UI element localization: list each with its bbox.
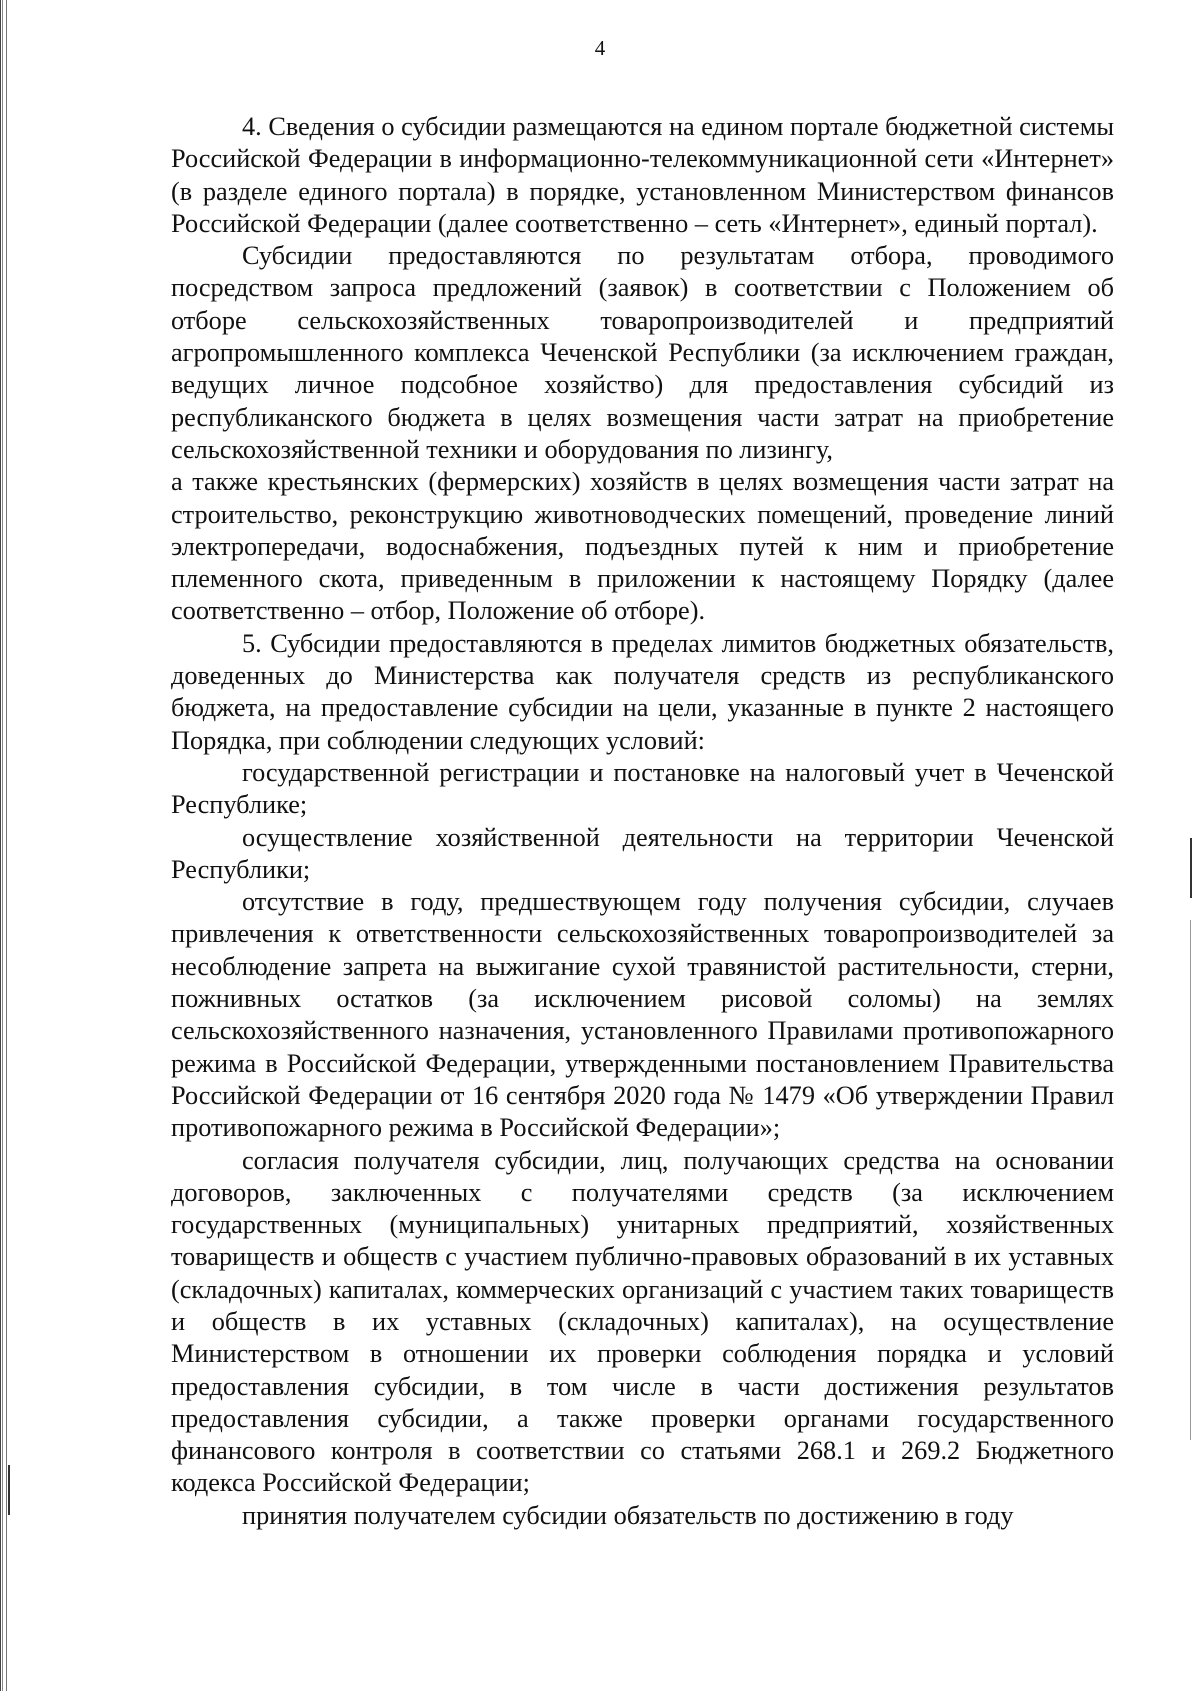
paragraph: 4. Сведения о субсидии размещаются на едином портале бюджетной системы Российской Федерации в информационно-телекоммуникационной сети «Интернет» (в разделе единого портала) в порядке, установленном Министерством финансов Российской Федерации (далее соответственно – сеть «Интернет», единый портал). bbox=[171, 112, 1114, 238]
page-number: 4 bbox=[594, 36, 606, 60]
paragraph: принятия получателем субсидии обязательств по достижению в году bbox=[242, 1500, 1014, 1530]
document-body bbox=[171, 111, 1114, 1532]
scan-edge-line bbox=[6, 0, 7, 1691]
paragraph: 5. Субсидии предоставляются в пределах лимитов бюджетных обязательств, доведенных до Министерства как получателя средств из республиканского бюджета, на предоставление субсидии на цели, указанные в пункте 2 настоящего Порядка, при соблюдении следующих условий: bbox=[171, 628, 1114, 755]
scan-artifact-mark bbox=[8, 1465, 10, 1515]
scan-edge-line bbox=[0, 0, 3, 1691]
scan-artifact-mark bbox=[1190, 920, 1191, 1440]
paragraph: осуществление хозяйственной деятельности на территории Чеченской Республики; bbox=[171, 822, 1114, 884]
scan-artifact-mark bbox=[1190, 838, 1192, 898]
paragraph: отсутствие в году, предшествующем году получения субсидии, случаев привлечения к ответственности сельскохозяйственных товаропроизводителей за несоблюдение запрета на выжигание сухой травянистой растительности, стерни, пожнивных остатков (за исключением рисовой соломы) на землях сельскохозяйственного назначения, установленного Правилами противопожарного режима в Российской Федерации, утвержденными постановлением Правительства Российской Федерации от 16 сентября 2020 года № 1479 «Об утверждении Правил противопожарного режима в Российской Федерации»; bbox=[171, 887, 1114, 1143]
paragraph: Субсидии предоставляются по результатам отбора, проводимого посредством запроса предложений (заявок) в соответствии с Положением об отборе сельскохозяйственных товаропроизводителей и предприятий агропромышленного комплекса Чеченской Республики (за исключением граждан, ведущих личное подсобное хозяйство) для предоставления субсидий из республиканского бюджета в целях возмещения части затрат на приобретение сельскохозяйственной техники и оборудования по лизингу, bbox=[171, 241, 1114, 464]
paragraph: согласия получателя субсидии, лиц, получающих средства на основании договоров, заключенных с получателями средств (за исключением государственных (муниципальных) унитарных предприятий, хозяйственных товариществ и обществ с участием публично-правовых образований в их уставных (складочных) капиталах, коммерческих организаций с участием таких товариществ и обществ в их уставных (складочных) капиталах), на осуществление Министерством в отношении их проверки соблюдения порядка и условий предоставления субсидии, в том числе в части достижения результатов предоставления субсидии, а также проверки органами государственного финансового контроля в соответствии со статьями 268.1 и 269.2 Бюджетного кодекса Российской Федерации; bbox=[171, 1145, 1114, 1498]
paragraph: а также крестьянских (фермерских) хозяйств в целях возмещения части затрат на строительство, реконструкцию животноводческих помещений, проведение линий электропередачи, водоснабжения, подъездных путей к ним и приобретение племенного скота, приведенным в приложении к настоящему Порядку (далее соответственно – отбор, Положение об отборе). bbox=[171, 467, 1114, 626]
paragraph: государственной регистрации и постановке на налоговый учет в Чеченской Республике; bbox=[171, 757, 1114, 820]
